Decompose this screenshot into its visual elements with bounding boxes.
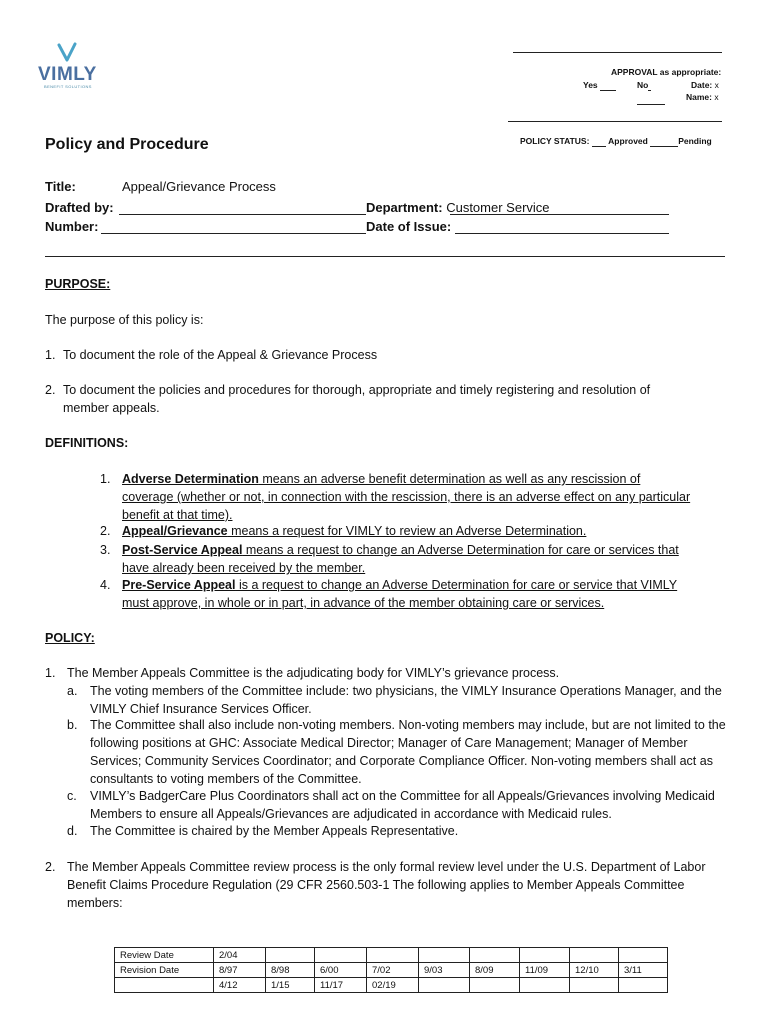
table-cell <box>470 948 520 963</box>
approval-yes-label: Yes <box>583 80 598 90</box>
table-cell: 11/17 <box>315 978 367 993</box>
policy-status <box>520 135 712 147</box>
department-label: Department: <box>366 200 443 215</box>
approval-signature-line <box>513 52 722 53</box>
table-cell <box>619 978 668 993</box>
definition-item <box>100 541 700 577</box>
approval-yes <box>583 79 616 91</box>
approval-date <box>691 79 719 91</box>
policy-item-text: The Member Appeals Committee is the adjudicating body for VIMLY’s grievance process. <box>67 666 560 680</box>
policy-status-pending: Pending <box>678 136 712 146</box>
number-label: Number: <box>45 219 99 234</box>
table-cell <box>470 978 520 993</box>
definition-item <box>100 522 700 540</box>
policy-subitem-text: The voting members of the Committee include: two physicians, the VIMLY Insurance Operations Manager, and the VIMLY Chief Insurance Services Officer. <box>90 684 722 716</box>
policy-subitem <box>45 716 735 788</box>
purpose-item <box>45 346 735 364</box>
definition-text: is a request to change an Adverse Determination for care or service that VIMLY must approve, in whole or in part, in advance of the member obtaining care or services. <box>122 578 678 610</box>
policy-subitem-letter: a. <box>67 684 78 698</box>
approval-heading: APPROVAL as appropriate: <box>611 67 722 77</box>
table-cell: 12/10 <box>570 963 619 978</box>
policy-item <box>45 858 735 912</box>
title-field <box>45 178 76 196</box>
table-cell: 02/19 <box>367 978 419 993</box>
table-row <box>115 948 668 963</box>
policy-subitem-text: The Committee is chaired by the Member Appeals Representative. <box>90 824 459 838</box>
definition-text: means an adverse benefit determination as well as any rescission of coverage (whether or not, in connection with the rescission, there is an adverse effect on any particular benefit at that time). <box>122 472 691 522</box>
policy-item-text: The Member Appeals Committee review process is the only formal review level under the U.S. Department of Labor Benefit Claims Procedure Regulation (29 CFR 2560.503-1 The following applies to Member Appeals Committee members: <box>67 860 706 910</box>
policy-subitem-text: VIMLY’s BadgerCare Plus Coordinators shall act on the Committee for all Appeals/Grievances involving Medicaid Members to ensure all Appeals/Grievances are adjudicated in accordance with Medicaid rules. <box>90 789 715 821</box>
table-cell <box>419 978 470 993</box>
approval-no-line <box>637 104 665 105</box>
revision-table <box>114 947 668 993</box>
approval-name-label: Name: <box>686 92 712 102</box>
table-cell: 3/11 <box>619 963 668 978</box>
policy-status-label: POLICY STATUS: <box>520 136 590 146</box>
number-line <box>101 233 366 234</box>
table-cell: Review Date <box>115 948 214 963</box>
table-cell: 8/98 <box>266 963 315 978</box>
table-cell: 1/15 <box>266 978 315 993</box>
approval-date-value: x <box>714 80 719 90</box>
department-line <box>450 214 669 215</box>
table-cell <box>619 948 668 963</box>
approval-name <box>686 91 719 103</box>
table-cell <box>520 978 570 993</box>
title-label: Title: <box>45 179 76 194</box>
definition-number: 1. <box>100 472 111 486</box>
table-cell: 11/09 <box>520 963 570 978</box>
table-cell <box>367 948 419 963</box>
header-divider <box>45 256 725 257</box>
purpose-item-text: To document the policies and procedures for thorough, appropriate and timely registering and resolution of member appeals. <box>63 383 651 415</box>
table-cell <box>570 978 619 993</box>
definition-term: Post-Service Appeal <box>122 543 243 557</box>
table-row <box>115 978 668 993</box>
policy-status-approved: Approved <box>608 136 648 146</box>
definition-text: means a request for VIMLY to review an Adverse Determination. <box>227 524 587 538</box>
policy-subitem-letter: b. <box>67 718 78 732</box>
table-cell <box>115 978 214 993</box>
table-cell: 8/09 <box>470 963 520 978</box>
definition-item <box>100 576 700 612</box>
approval-name-value: x <box>714 92 719 102</box>
table-cell <box>570 948 619 963</box>
policy-subitem <box>45 822 735 840</box>
policy-item <box>45 664 735 682</box>
approval-no-label: No <box>637 80 649 90</box>
table-cell: Revision Date <box>115 963 214 978</box>
table-cell: 6/00 <box>315 963 367 978</box>
number-field <box>45 218 98 236</box>
table-cell <box>266 948 315 963</box>
policy-item-number: 1. <box>45 666 56 680</box>
definition-number: 4. <box>100 578 111 592</box>
definition-item <box>100 470 700 524</box>
drafted-by-field <box>45 199 114 217</box>
purpose-item-number: 1. <box>45 348 56 362</box>
policy-subitem <box>45 787 735 823</box>
approval-bottom-line <box>508 121 722 122</box>
definition-number: 3. <box>100 543 111 557</box>
policy-subitem-letter: c. <box>67 789 77 803</box>
table-row <box>115 963 668 978</box>
purpose-heading: PURPOSE: <box>45 277 111 291</box>
date-of-issue-label: Date of Issue: <box>366 219 452 234</box>
page-title: Policy and Procedure <box>45 136 209 153</box>
drafted-by-line <box>119 214 366 215</box>
logo-check-icon <box>56 42 78 64</box>
purpose-item-text: To document the role of the Appeal & Grievance Process <box>63 348 378 362</box>
policy-subitem-text: The Committee shall also include non-voting members. Non-voting members may include, but are not limited to the following positions at GHC: Associate Medical Director; Manager of Care Management; Manager of Member Services; Community Services Coordinator; and Corporate Compliance Officer. Non-voting members shall act as consultants to voting members of the Committee. <box>90 718 726 786</box>
drafted-by-label: Drafted by: <box>45 200 114 215</box>
purpose-item-number: 2. <box>45 383 56 397</box>
definition-term: Appeal/Grievance <box>122 524 228 538</box>
table-cell <box>520 948 570 963</box>
definition-text: means a request to change an Adverse Determination for care or services that have already been received by the member. <box>122 543 679 575</box>
table-cell: 7/02 <box>367 963 419 978</box>
approval-no <box>637 79 651 91</box>
definitions-heading: DEFINITIONS: <box>45 436 129 450</box>
table-cell: 9/03 <box>419 963 470 978</box>
table-cell <box>315 948 367 963</box>
department-value: Customer Service <box>446 200 550 215</box>
policy-item-number: 2. <box>45 860 56 874</box>
table-cell: 4/12 <box>214 978 266 993</box>
approval-date-label: Date: <box>691 80 713 90</box>
logo-brand: VIMLY <box>38 64 97 85</box>
title-value: Appeal/Grievance Process <box>122 179 276 194</box>
table-cell <box>419 948 470 963</box>
logo-tagline: BENEFIT SOLUTIONS <box>44 84 92 89</box>
policy-subitem-letter: d. <box>67 824 78 838</box>
definition-number: 2. <box>100 524 111 538</box>
policy-heading: POLICY: <box>45 631 95 645</box>
purpose-item <box>45 381 735 417</box>
table-cell: 2/04 <box>214 948 266 963</box>
table-cell: 8/97 <box>214 963 266 978</box>
date-of-issue-field <box>366 218 451 236</box>
definition-term: Adverse Determination <box>122 472 259 486</box>
date-of-issue-line <box>455 233 669 234</box>
definition-term: Pre-Service Appeal <box>122 578 236 592</box>
policy-subitem <box>45 682 735 718</box>
purpose-intro: The purpose of this policy is: <box>45 313 204 327</box>
